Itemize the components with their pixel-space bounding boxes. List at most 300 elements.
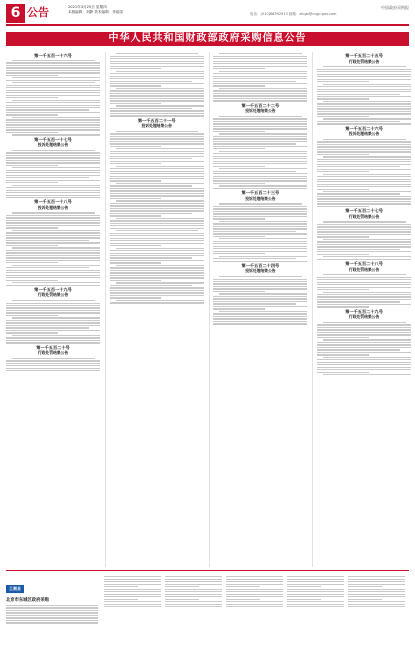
text-line	[110, 163, 162, 164]
text-line	[110, 138, 204, 139]
text-line	[213, 313, 307, 314]
text-line	[165, 604, 222, 605]
text-line	[213, 318, 307, 319]
text-line	[287, 581, 344, 582]
text-line	[6, 370, 100, 371]
text-line	[6, 277, 100, 278]
text-line	[323, 66, 406, 67]
text-line	[213, 283, 307, 284]
text-line	[219, 88, 307, 89]
announcement-block	[6, 138, 100, 199]
text-line	[317, 364, 411, 365]
text-line	[213, 93, 307, 94]
text-line	[6, 260, 100, 261]
text-line	[317, 96, 411, 97]
text-line	[317, 299, 411, 300]
text-line	[110, 295, 204, 296]
text-line	[213, 153, 307, 154]
announcement-block	[213, 191, 307, 262]
announcement-type: 行政处罚结果公告	[348, 213, 380, 219]
text-line	[6, 90, 100, 91]
text-line	[213, 291, 265, 292]
text-line	[110, 253, 204, 254]
bottom-column	[226, 575, 283, 608]
announcement-type: 行政处罚结果公告	[348, 314, 380, 320]
text-line	[213, 83, 307, 84]
text-line	[287, 606, 344, 607]
text-line	[317, 184, 411, 185]
text-line	[317, 354, 369, 355]
text-line	[348, 604, 405, 605]
text-line	[213, 323, 307, 324]
category-badge: 工商业	[6, 585, 24, 593]
text-line	[213, 90, 307, 91]
text-line	[6, 363, 100, 364]
text-line	[12, 335, 100, 336]
text-line	[317, 234, 411, 235]
text-line	[317, 181, 411, 182]
announcement-block	[110, 119, 204, 229]
text-line	[213, 208, 307, 209]
text-line	[110, 245, 162, 246]
text-line	[213, 131, 265, 132]
text-line	[323, 239, 411, 240]
text-line	[226, 601, 283, 602]
text-line	[116, 131, 199, 132]
announcement-type: 投诉处理结果公告	[37, 142, 69, 148]
text-line	[317, 279, 411, 280]
text-line	[104, 584, 161, 585]
text-line	[6, 257, 100, 258]
text-line	[110, 223, 204, 224]
notice-heading: 北京市东城区政府采购	[6, 598, 49, 603]
text-line	[6, 607, 98, 608]
text-line	[110, 113, 204, 114]
text-line	[6, 315, 58, 316]
announcement-block	[6, 54, 100, 81]
text-line	[6, 75, 58, 76]
text-line	[6, 155, 100, 156]
text-line	[6, 182, 58, 183]
text-line	[6, 232, 100, 233]
announcement-type: 行政处罚结果公告	[37, 292, 69, 298]
text-line	[287, 589, 344, 590]
text-line	[213, 178, 307, 179]
text-line	[110, 58, 204, 59]
text-line	[317, 296, 411, 297]
text-line	[317, 108, 411, 109]
text-line	[317, 176, 411, 177]
text-line	[110, 143, 204, 144]
text-line	[116, 300, 204, 301]
text-line	[6, 172, 100, 173]
text-line	[317, 89, 411, 90]
bottom-notice	[6, 570, 409, 645]
text-line	[110, 110, 204, 111]
text-line	[6, 615, 98, 616]
text-line	[6, 242, 100, 243]
text-line	[348, 594, 405, 595]
text-line	[116, 166, 204, 167]
text-line	[6, 132, 58, 133]
text-line	[6, 310, 100, 311]
text-line	[317, 164, 411, 165]
text-line	[323, 339, 411, 340]
text-line	[213, 216, 307, 217]
text-line	[317, 342, 411, 343]
text-line	[213, 66, 307, 67]
text-line	[104, 599, 138, 600]
text-line	[165, 576, 222, 577]
text-line	[110, 153, 204, 154]
text-line	[317, 372, 369, 373]
text-line	[110, 287, 204, 288]
text-line	[226, 606, 283, 607]
text-line	[213, 206, 307, 207]
text-line	[219, 168, 307, 169]
announcement-type: 行政处罚结果公告	[348, 58, 380, 64]
page-title: 中华人民共和国财政部政府采购信息公告	[108, 33, 307, 44]
text-line	[213, 231, 296, 232]
text-line	[165, 601, 222, 602]
text-line	[348, 606, 405, 607]
text-line	[6, 87, 100, 88]
text-line	[6, 112, 100, 113]
text-line	[213, 296, 307, 297]
text-line	[6, 122, 100, 123]
text-line	[116, 71, 204, 72]
text-line	[323, 292, 411, 293]
text-line	[110, 115, 204, 116]
text-line	[213, 236, 265, 237]
text-line	[213, 141, 307, 142]
text-line	[110, 81, 193, 82]
text-line	[12, 317, 100, 318]
text-line	[6, 180, 100, 181]
text-line	[6, 255, 100, 256]
text-line	[287, 591, 344, 592]
bottom-column	[348, 575, 405, 608]
text-line	[6, 332, 58, 333]
text-line	[116, 248, 204, 249]
text-line	[213, 223, 307, 224]
text-line	[6, 305, 100, 306]
announcement-block	[317, 54, 411, 125]
text-line	[213, 76, 307, 77]
text-line	[110, 267, 204, 268]
text-line	[116, 53, 199, 54]
text-line	[6, 187, 100, 188]
text-line	[213, 248, 307, 249]
text-line	[12, 300, 95, 301]
text-line	[213, 58, 307, 59]
text-line	[348, 579, 405, 580]
text-line	[110, 78, 204, 79]
contact-info: 电话：(010)68392913 邮箱：zfcgb@ccgp.gov.com	[250, 12, 337, 16]
text-line	[219, 276, 302, 277]
text-line	[6, 92, 100, 93]
text-line	[317, 362, 411, 363]
text-line	[317, 113, 411, 114]
text-line	[323, 191, 411, 192]
text-line	[323, 322, 406, 323]
text-line	[317, 144, 411, 145]
text-line	[213, 118, 307, 119]
text-line	[110, 243, 204, 244]
text-line	[287, 599, 321, 600]
text-line	[317, 193, 400, 194]
text-line	[6, 342, 100, 343]
text-line	[213, 61, 307, 62]
text-line	[317, 103, 411, 104]
text-line	[287, 601, 344, 602]
text-line	[213, 163, 307, 164]
announcement-block	[110, 53, 204, 116]
text-line	[110, 158, 193, 159]
text-line	[219, 116, 302, 117]
text-line	[12, 167, 100, 168]
text-line	[110, 90, 204, 91]
text-line	[213, 279, 307, 280]
text-line	[116, 105, 204, 106]
announcement-type: 投诉处理结果公告	[245, 268, 276, 274]
text-line	[348, 576, 405, 577]
text-line	[317, 74, 411, 75]
text-line	[6, 322, 100, 323]
text-line	[6, 124, 100, 125]
text-line	[287, 584, 344, 585]
text-line	[348, 589, 405, 590]
section-name: 公告	[27, 6, 49, 19]
text-line	[6, 62, 100, 63]
text-line	[110, 205, 204, 206]
text-line	[317, 91, 411, 92]
text-line	[213, 228, 307, 229]
text-line	[110, 156, 204, 157]
text-line	[213, 95, 307, 96]
announcement-block	[317, 209, 411, 260]
text-line	[110, 275, 204, 276]
text-line	[219, 256, 307, 257]
text-line	[287, 596, 344, 597]
announcement-number: 第一千五百二十五号	[345, 53, 383, 58]
text-line	[12, 212, 95, 213]
text-line	[6, 612, 98, 613]
text-line	[213, 183, 265, 184]
text-line	[317, 337, 369, 338]
text-line	[104, 581, 161, 582]
text-line	[6, 119, 100, 120]
text-line	[323, 101, 411, 102]
text-line	[104, 606, 161, 607]
announcement-number: 第一千五百二十一号	[137, 117, 176, 123]
text-line	[165, 599, 199, 600]
text-line	[110, 238, 204, 239]
text-line	[110, 262, 162, 263]
announcement-number: 第一千五百二十六号	[345, 125, 383, 131]
text-line	[104, 586, 138, 587]
text-line	[110, 136, 204, 137]
text-line	[110, 198, 162, 199]
text-line	[110, 173, 204, 174]
text-line	[213, 308, 265, 309]
text-line	[6, 222, 100, 223]
text-line	[317, 106, 411, 107]
text-line	[317, 154, 369, 155]
text-line	[12, 230, 100, 231]
text-line	[6, 105, 100, 106]
text-line	[317, 98, 369, 99]
text-line	[110, 290, 204, 291]
announcement-type: 行政处罚结果公告	[37, 350, 69, 356]
text-line	[317, 86, 411, 87]
text-line	[110, 188, 204, 189]
text-line	[317, 224, 411, 225]
text-line	[165, 589, 222, 590]
text-line	[213, 301, 307, 302]
text-line	[6, 285, 100, 286]
announcement-number: 第一千五百一十九号	[34, 286, 72, 292]
bottom-left	[6, 575, 98, 625]
text-line	[110, 240, 204, 241]
text-line	[110, 146, 162, 147]
text-line	[6, 252, 100, 253]
text-line	[317, 304, 411, 305]
text-line	[213, 176, 307, 177]
text-line	[110, 272, 204, 273]
text-line	[165, 591, 222, 592]
text-line	[6, 610, 98, 611]
text-line	[110, 133, 204, 134]
text-line	[6, 85, 100, 86]
text-line	[348, 596, 405, 597]
text-line	[213, 258, 296, 259]
text-line	[6, 175, 100, 176]
text-line	[213, 158, 307, 159]
text-line	[6, 622, 98, 623]
announcement-type: 投诉处理结果公告	[348, 131, 380, 137]
text-line	[213, 243, 307, 244]
text-line	[6, 177, 89, 178]
text-line	[6, 360, 100, 361]
text-line	[226, 589, 283, 590]
text-line	[6, 620, 98, 621]
text-line	[317, 81, 369, 82]
text-line	[6, 165, 58, 166]
text-line	[219, 221, 307, 222]
text-line	[6, 157, 100, 158]
text-line	[165, 606, 222, 607]
text-line	[6, 70, 100, 71]
text-line	[110, 255, 204, 256]
column-divider	[209, 52, 210, 567]
text-line	[317, 231, 411, 232]
text-line	[317, 347, 411, 348]
text-line	[317, 123, 411, 124]
text-line	[219, 311, 307, 312]
announcement-number: 第一千五百一十六号	[34, 53, 72, 58]
text-line	[110, 73, 204, 74]
text-line	[110, 190, 204, 191]
text-line	[226, 581, 283, 582]
text-line	[213, 233, 307, 234]
text-line	[104, 576, 161, 577]
announcement-number: 第一千五百二十三号	[241, 190, 280, 196]
text-line	[317, 241, 411, 242]
text-line	[110, 168, 204, 169]
text-line	[165, 581, 222, 582]
text-line	[317, 69, 411, 70]
bottom-column	[104, 575, 161, 608]
text-line	[6, 217, 100, 218]
text-line	[6, 617, 98, 618]
text-line	[317, 254, 369, 255]
text-line	[116, 200, 204, 201]
text-line	[348, 586, 382, 587]
text-line	[6, 67, 100, 68]
announcement-type: 投诉处理结果公告	[37, 204, 69, 210]
text-line	[317, 198, 411, 199]
text-line	[317, 201, 411, 202]
text-line	[110, 285, 193, 286]
announcement-number: 第一千五百二十七号	[345, 208, 383, 214]
text-line	[110, 93, 204, 94]
text-line	[6, 307, 100, 308]
text-line	[110, 277, 204, 278]
text-line	[6, 320, 100, 321]
text-line	[348, 599, 382, 600]
text-line	[6, 102, 100, 103]
text-line	[110, 178, 204, 179]
text-line	[226, 576, 283, 577]
text-line	[110, 280, 162, 281]
text-line	[165, 579, 222, 580]
text-line	[226, 586, 260, 587]
text-line	[317, 352, 411, 353]
text-line	[213, 226, 307, 227]
text-line	[213, 171, 296, 172]
text-line	[317, 111, 411, 112]
text-line	[104, 579, 161, 580]
text-line	[12, 117, 100, 118]
text-line	[12, 60, 95, 61]
text-line	[116, 218, 204, 219]
text-line	[317, 226, 411, 227]
text-line	[6, 225, 100, 226]
text-line	[110, 83, 204, 84]
text-line	[110, 185, 193, 186]
text-line	[317, 324, 411, 325]
text-line	[6, 152, 100, 153]
text-line	[6, 605, 98, 606]
text-line	[219, 185, 307, 186]
text-line	[165, 586, 199, 587]
text-line	[317, 284, 411, 285]
text-line	[6, 72, 100, 73]
text-line	[317, 259, 411, 260]
text-line	[226, 579, 283, 580]
text-line	[219, 53, 302, 54]
text-line	[110, 297, 162, 298]
text-line	[323, 221, 406, 222]
text-line	[213, 121, 307, 122]
text-line	[6, 220, 100, 221]
text-line	[213, 321, 307, 322]
text-line	[323, 256, 411, 257]
announcement-block	[6, 288, 100, 344]
text-line	[12, 358, 95, 359]
text-line	[213, 211, 307, 212]
